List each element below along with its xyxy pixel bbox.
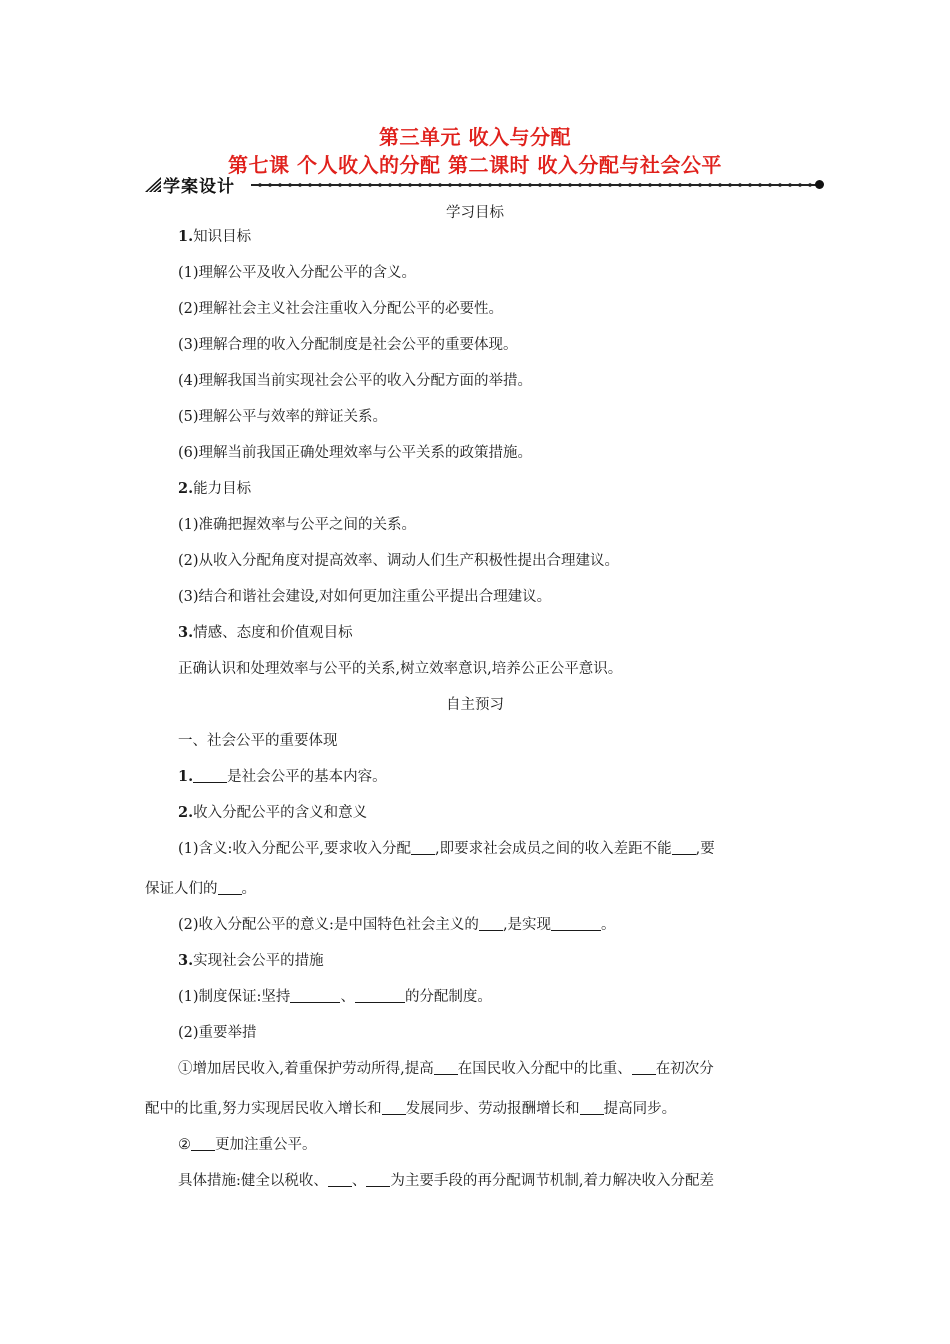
knowledge-item: (5)理解公平与效率的辩证关系。 (178, 409, 388, 425)
fill-blank[interactable] (366, 1172, 390, 1187)
question-2-1-cont: 保证人们的 。 (145, 881, 256, 897)
fill-blank[interactable] (551, 916, 601, 931)
knowledge-goal-title: 1.知识目标 (178, 228, 252, 245)
attitude-goal-text: 正确认识和处理效率与公平的关系,树立效率意识,培养公正公平意识。 (178, 661, 623, 677)
question-3-2-c: 具体措施:健全以税收、 、 为主要手段的再分配调节机制,着力解决收入分配差 (178, 1173, 714, 1189)
knowledge-item: (4)理解我国当前实现社会公平的收入分配方面的举措。 (178, 373, 533, 389)
fill-blank[interactable] (580, 1100, 604, 1115)
ability-item: (3)结合和谐社会建设,对如何更加注重公平提出合理建议。 (178, 589, 552, 605)
ability-item: (2)从收入分配角度对提高效率、调动人们生产积极性提出合理建议。 (178, 553, 620, 569)
question-3: 3.实现社会公平的措施 (178, 952, 324, 969)
fill-blank[interactable] (218, 880, 242, 895)
objectives-heading: 学习目标 (446, 205, 504, 221)
ability-item: (1)准确把握效率与公平之间的关系。 (178, 517, 417, 533)
question-1: 1. 是社会公平的基本内容。 (178, 768, 387, 785)
question-3-2-a: ①增加居民收入,着重保护劳动所得,提高 在国民收入分配中的比重、 在初次分 (178, 1061, 714, 1077)
fill-blank[interactable] (632, 1060, 656, 1075)
banner-dots (255, 181, 817, 189)
knowledge-item: (3)理解合理的收入分配制度是社会公平的重要体现。 (178, 337, 518, 353)
banner-end-dot (815, 180, 824, 189)
part-one-heading: 一、社会公平的重要体现 (178, 733, 338, 749)
fill-blank[interactable] (479, 916, 503, 931)
preview-heading: 自主预习 (446, 697, 504, 713)
section-banner-label: 学案设计 (163, 177, 235, 197)
unit-title: 第三单元 收入与分配 (379, 125, 571, 149)
knowledge-item: (6)理解当前我国正确处理效率与公平关系的政策措施。 (178, 445, 533, 461)
fill-blank[interactable] (290, 988, 340, 1003)
fill-blank[interactable] (193, 768, 227, 783)
fill-blank[interactable] (411, 840, 435, 855)
fill-blank[interactable] (355, 988, 405, 1003)
fill-blank[interactable] (191, 1136, 215, 1151)
question-2-1: (1)含义:收入分配公平,要求收入分配 ,即要求社会成员之间的收入差距不能 ,要 (178, 841, 715, 857)
question-2: 2.收入分配公平的含义和意义 (178, 804, 368, 821)
ability-goal-title: 2.能力目标 (178, 480, 252, 497)
fill-blank[interactable] (328, 1172, 352, 1187)
section-banner (143, 172, 828, 198)
question-3-1: (1)制度保证:坚持 、 的分配制度。 (178, 989, 492, 1005)
lesson-title: 第七课 个人收入的分配 第二课时 收入分配与社会公平 (228, 153, 722, 177)
question-2-2: (2)收入分配公平的意义:是中国特色社会主义的 ,是实现 。 (178, 917, 616, 933)
question-3-2-a-cont: 配中的比重,努力实现居民收入增长和 发展同步、劳动报酬增长和 提高同步。 (145, 1101, 677, 1117)
fill-blank[interactable] (434, 1060, 458, 1075)
question-3-2-b: ② 更加注重公平。 (178, 1137, 317, 1153)
fill-blank[interactable] (672, 840, 696, 855)
knowledge-item: (2)理解社会主义社会注重收入分配公平的必要性。 (178, 301, 504, 317)
attitude-goal-title: 3.情感、态度和价值观目标 (178, 624, 353, 641)
triangle-mark-icon (143, 174, 163, 194)
question-3-2: (2)重要举措 (178, 1025, 257, 1041)
knowledge-item: (1)理解公平及收入分配公平的含义。 (178, 265, 417, 281)
fill-blank[interactable] (382, 1100, 406, 1115)
